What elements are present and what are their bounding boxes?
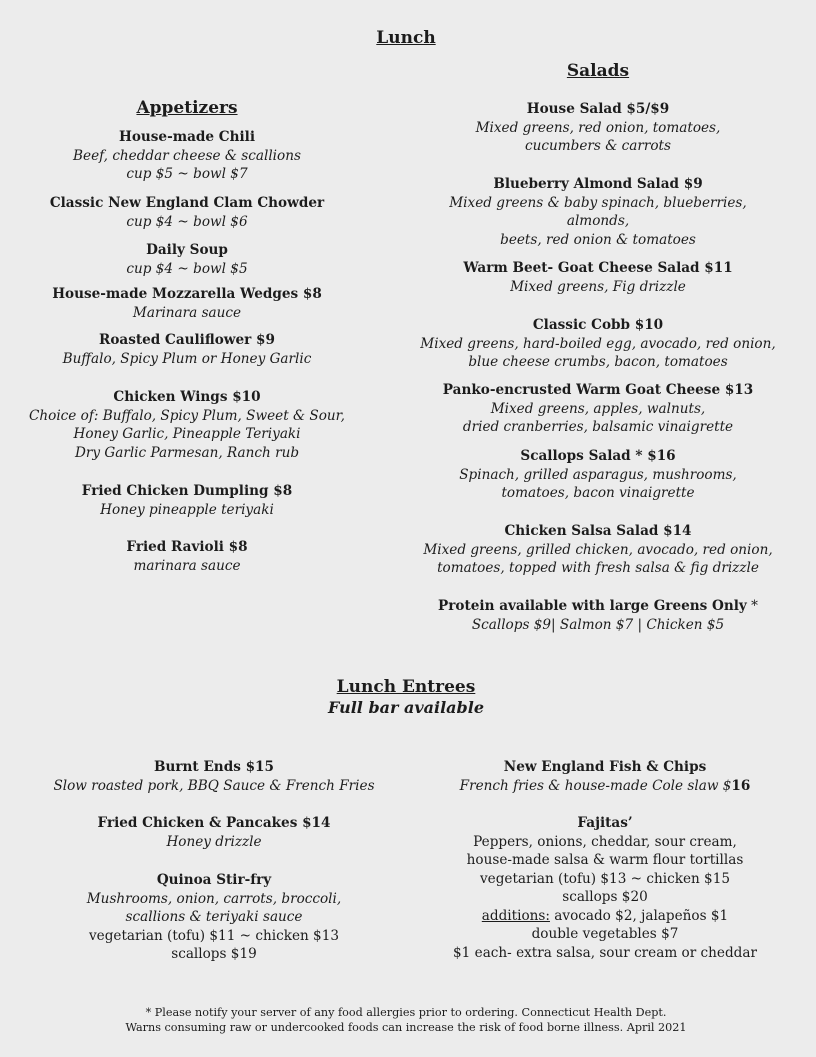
item-desc: Buffalo, Spicy Plum or Honey Garlic	[62, 350, 312, 367]
item-desc: Mixed greens, apples, walnuts,	[490, 400, 706, 417]
item-desc: Spinach, grilled asparagus, mushrooms,	[459, 466, 737, 483]
item-desc: Mixed greens & baby spinach, blueberries, almonds,	[449, 194, 747, 229]
item-name: House-made Mozzarella Wedges $8	[52, 286, 322, 302]
item-price: scallops $19	[171, 946, 257, 962]
item-desc: tomatoes, bacon vinaigrette	[501, 485, 695, 501]
item-name: Fajitas’	[577, 815, 633, 831]
menu-item	[420, 381, 776, 437]
item-name: House Salad $5/$9	[526, 101, 670, 117]
item-desc: Mixed greens, grilled chicken, avocado, red onion,	[423, 541, 773, 558]
menu-item	[20, 331, 354, 368]
additions-text: avocado $2, jalapeños $1	[549, 907, 729, 924]
item-desc: cup $5 ~ bowl $7	[126, 166, 248, 182]
item-desc: scallions & teriyaki sauce	[125, 909, 303, 925]
item-desc: Marinara sauce	[132, 304, 242, 321]
menu-item	[420, 522, 776, 578]
item-name: Scallops Salad * $16	[520, 448, 676, 464]
item-name: Fried Chicken & Pancakes $14	[97, 815, 331, 831]
item-name: Fried Ravioli $8	[126, 539, 248, 555]
menu-item	[420, 758, 790, 795]
item-price: vegetarian (tofu) $11 ~ chicken $13	[88, 927, 340, 944]
menu-item	[20, 388, 354, 462]
item-desc: tomatoes, topped with fresh salsa & fig drizzle	[437, 560, 759, 576]
item-desc: cup $4 ~ bowl $5	[126, 260, 248, 277]
item-name: Chicken Salsa Salad $14	[504, 523, 692, 539]
asterisk-note: *	[746, 598, 758, 614]
item-desc: Mushrooms, onion, carrots, broccoli,	[86, 890, 342, 907]
item-desc: Mixed greens, hard-boiled egg, avocado, red onion,	[420, 335, 776, 352]
item-desc: marinara sauce	[133, 557, 241, 574]
item-name: Daily Soup	[146, 242, 228, 258]
item-desc: cup $4 ~ bowl $6	[126, 213, 248, 230]
item-name: New England Fish & Chips	[503, 759, 707, 775]
footer-line: * Please notify your server of any food allergies prior to ordering. Connecticut Health Dept.	[145, 1006, 667, 1019]
item-desc: Peppers, onions, cheddar, sour cream,	[473, 833, 737, 850]
item-desc: house-made salsa & warm flour tortillas	[466, 852, 744, 868]
menu-item	[20, 814, 408, 851]
item-desc: Honey Garlic, Pineapple Teriyaki	[73, 426, 301, 442]
item-name: Protein available with large Greens Only	[438, 598, 747, 614]
menu-item	[20, 241, 354, 278]
item-name: Fried Chicken Dumpling $8	[81, 483, 293, 499]
salads-heading: Salads	[566, 61, 630, 81]
item-price: scallops $20	[562, 889, 648, 905]
item-name: Warm Beet- Goat Cheese Salad $11	[463, 260, 733, 276]
item-desc: French fries & house-made Cole slaw $	[459, 777, 732, 794]
menu-item	[420, 100, 776, 156]
item-price: $1 each- extra salsa, sour cream or cheddar	[453, 944, 757, 961]
entrees-heading: Lunch Entrees	[336, 677, 476, 697]
item-name: House-made Chili	[118, 129, 255, 145]
item-desc: Honey pineapple teriyaki	[100, 501, 274, 518]
footer-note	[0, 1005, 812, 1035]
item-desc: Mixed greens, red onion, tomatoes,	[475, 119, 721, 136]
item-desc: dried cranberries, balsamic vinaigrette	[462, 419, 734, 435]
item-price: double vegetables $7	[531, 926, 679, 942]
item-price: 16	[731, 777, 751, 794]
menu-item	[420, 175, 776, 249]
menu-item	[20, 871, 408, 964]
menu-item	[20, 482, 354, 519]
menu-item	[420, 814, 790, 962]
item-desc: Choice of: Buffalo, Spicy Plum, Sweet & Sour,	[28, 407, 345, 424]
item-name: Classic Cobb $10	[532, 317, 664, 333]
item-desc: Honey drizzle	[166, 833, 262, 850]
item-desc: cucumbers & carrots	[525, 138, 671, 154]
item-desc: Scallops $9| Salmon $7 | Chicken $5	[471, 616, 725, 633]
menu-item	[20, 285, 354, 322]
additions-label: additions:	[481, 907, 550, 924]
page-title: Lunch	[376, 28, 436, 48]
menu-item	[420, 259, 776, 296]
item-desc: beets, red onion & tomatoes	[500, 231, 696, 248]
item-desc: Slow roasted pork, BBQ Sauce & French Fries	[53, 777, 375, 794]
appetizers-heading: Appetizers	[136, 98, 238, 118]
menu-item	[420, 447, 776, 503]
item-desc: Dry Garlic Parmesan, Ranch rub	[74, 444, 300, 461]
menu-item	[20, 758, 408, 795]
item-name: Chicken Wings $10	[113, 389, 261, 405]
item-name: Panko-encrusted Warm Goat Cheese $13	[442, 382, 754, 398]
footer-line: Warns consuming raw or undercooked foods can increase the risk of food borne illness. April 2021	[125, 1021, 687, 1034]
item-desc: Mixed greens, Fig drizzle	[510, 278, 686, 295]
menu-item	[20, 538, 354, 575]
menu-item	[420, 597, 776, 634]
menu-item	[420, 316, 776, 372]
item-name: Blueberry Almond Salad $9	[493, 176, 703, 192]
item-desc: Beef, cheddar cheese & scallions	[73, 147, 301, 164]
item-price: vegetarian (tofu) $13 ~ chicken $15	[479, 870, 731, 887]
item-name: Roasted Cauliflower $9	[99, 332, 275, 348]
full-bar-note: Full bar available	[328, 698, 484, 717]
item-name: Classic New England Clam Chowder	[49, 195, 325, 211]
item-desc: blue cheese crumbs, bacon, tomatoes	[468, 354, 728, 370]
item-name: Quinoa Stir-fry	[156, 872, 272, 888]
menu-item	[20, 128, 354, 184]
item-name: Burnt Ends $15	[154, 759, 274, 775]
menu-item	[20, 194, 354, 231]
